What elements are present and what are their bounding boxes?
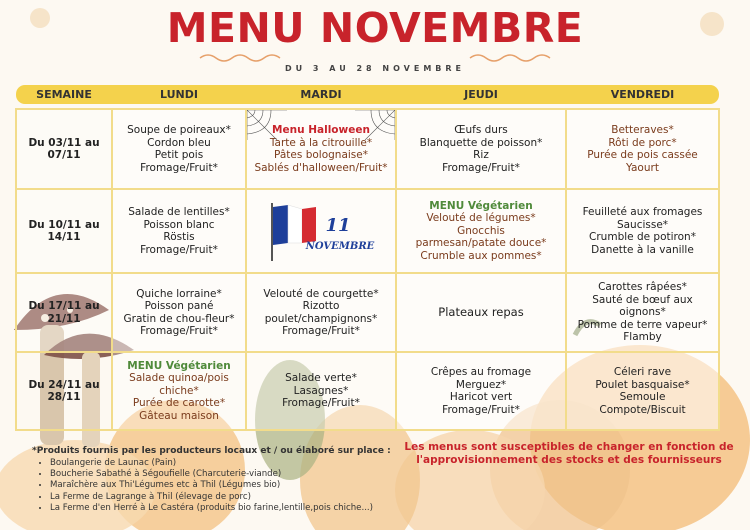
menu-item: oignons* xyxy=(619,306,666,319)
producers-list xyxy=(32,458,432,514)
menu-table xyxy=(15,85,720,431)
menu-cell-mardi xyxy=(246,352,396,430)
producers-footnote xyxy=(32,446,432,514)
column-header-semaine: SEMAINE xyxy=(16,85,112,104)
menu-item: Fromage/Fruit* xyxy=(282,325,360,337)
menu-item: Velouté de légumes* xyxy=(426,212,536,225)
menu-cell-mardi xyxy=(246,189,396,273)
table-row xyxy=(16,189,719,273)
menu-item: chiche* xyxy=(159,384,199,397)
flag-white-stripe xyxy=(288,205,302,243)
menu-item: Purée de carotte* xyxy=(132,397,226,410)
wave-ornament-right xyxy=(470,55,550,61)
menu-item: Plateaux repas xyxy=(438,305,524,320)
change-notice: Les menus sont susceptibles de changer en fonction de l'approvisionnement des stocks et des fournisseurs xyxy=(404,441,734,466)
menu-item: Fromage/Fruit* xyxy=(442,403,520,416)
menu-item: Céleri rave xyxy=(613,366,672,378)
table-row xyxy=(16,109,719,189)
menu-item: Carottes râpées* xyxy=(598,281,687,294)
menu-item: parmesan/patate douce* xyxy=(415,237,547,250)
menu-cell-mardi xyxy=(246,109,396,189)
footnote-title: *Produits fournis par les producteurs locaux et / ou élaboré sur place : xyxy=(32,446,391,456)
menu-item: Petit pois xyxy=(154,149,204,161)
menu-item: Gâteau maison xyxy=(139,409,219,422)
menu-item: Fromage/Fruit* xyxy=(140,161,218,174)
menu-item: Gnocchis xyxy=(457,224,505,237)
table-row xyxy=(16,273,719,352)
flag-red-stripe xyxy=(302,207,316,243)
menu-cell-mardi xyxy=(246,273,396,352)
menu-item: Riz xyxy=(473,149,489,161)
menu-item: Œufs durs xyxy=(454,124,508,136)
menu-item: Fromage/Fruit* xyxy=(140,243,218,256)
menu-cell-lundi xyxy=(112,109,246,189)
menu-cell-jeudi xyxy=(396,189,566,273)
week-label: Du 10/11 au 14/11 xyxy=(16,189,112,273)
menu-cell-vendredi xyxy=(566,352,719,430)
list-item: • Boulangerie de Launac (Pain) xyxy=(50,458,432,469)
menu-item: Pomme de terre vapeur* xyxy=(577,318,708,331)
list-item: • Maraîchère aux Thi'Légumes etc à Thil (Légumes bio) xyxy=(50,480,432,491)
menu-item: Feuilleté aux fromages xyxy=(582,206,703,218)
column-header-lundi: LUNDI xyxy=(112,85,246,104)
menu-item: Röstis xyxy=(163,231,195,243)
spiderweb-icon xyxy=(247,110,287,140)
armistice-illustration xyxy=(266,199,376,263)
menu-cell-jeudi xyxy=(396,273,566,352)
menu-heading-vegetarien: MENU Végétarien xyxy=(429,199,533,212)
menu-heading-halloween: Menu Halloween xyxy=(272,124,370,136)
menu-item: Fromage/Fruit* xyxy=(282,397,360,410)
week-label: Du 03/11 au 07/11 xyxy=(16,109,112,189)
menu-heading-vegetarien: MENU Végétarien xyxy=(127,359,231,372)
list-item: • Boucherie Sabathé à Ségoufielle (Charcuterie-viande) xyxy=(50,469,432,480)
page-subtitle: DU 3 AU 28 NOVEMBRE xyxy=(284,64,466,73)
column-header-jeudi: JEUDI xyxy=(396,85,566,104)
menu-item: Tarte à la citrouille* xyxy=(269,136,373,149)
menu-item: Gratin de chou-fleur* xyxy=(123,312,235,325)
menu-item: Poulet basquaise* xyxy=(595,378,690,391)
menu-item: Poisson blanc xyxy=(143,218,215,231)
menu-item: Crumble aux pommes* xyxy=(420,249,542,262)
menu-item: Rizotto xyxy=(302,300,340,312)
menu-item: Quiche lorraine* xyxy=(136,287,222,300)
flag-blue-stripe xyxy=(273,205,288,245)
week-label: Du 24/11 au 28/11 xyxy=(16,352,112,430)
menu-item: Fromage/Fruit* xyxy=(140,325,218,337)
menu-item: Haricot vert xyxy=(449,391,513,403)
menu-item: Saucisse* xyxy=(616,218,669,231)
menu-item: Soupe de poireaux* xyxy=(127,124,231,136)
menu-cell-jeudi xyxy=(396,109,566,189)
menu-item: Fromage/Fruit* xyxy=(442,161,520,174)
menu-cell-lundi xyxy=(112,352,246,430)
menu-item: Blanquette de poisson* xyxy=(419,136,543,149)
page-title: MENU NOVEMBRE xyxy=(166,4,584,52)
menu-item: Betteraves* xyxy=(611,124,674,136)
menu-cell-lundi xyxy=(112,273,246,352)
menu-item: Velouté de courgette* xyxy=(263,287,379,300)
menu-cell-jeudi xyxy=(396,352,566,430)
menu-item: Flamby xyxy=(623,331,662,344)
menu-item: Yaourt xyxy=(626,161,659,174)
column-header-mardi: MARDI xyxy=(246,85,396,104)
menu-item: Purée de pois cassée xyxy=(587,149,698,161)
date-month: NOVEMBRE xyxy=(305,241,375,252)
menu-item: Sauté de bœuf aux xyxy=(592,293,693,306)
menu-item: Cordon bleu xyxy=(147,136,211,149)
menu-cell-vendredi xyxy=(566,273,719,352)
menu-item: Danette à la vanille xyxy=(591,243,694,256)
menu-item: Salade de lentilles* xyxy=(128,206,230,218)
wave-ornament-left xyxy=(200,55,280,61)
menu-item: Merguez* xyxy=(455,378,507,391)
menu-item: Lasagnes* xyxy=(293,384,349,397)
menu-item: poulet/champignons* xyxy=(264,312,378,325)
list-item: • La Ferme d'en Herré à Le Castéra (produits bio farine,lentille,pois chiche...) xyxy=(50,503,432,514)
menu-item: Salade quinoa/pois xyxy=(129,372,229,385)
menu-item: Pâtes bolognaise* xyxy=(274,149,368,161)
menu-item: Crumble de potiron* xyxy=(589,231,696,243)
menu-item: Sablés d'halloween/Fruit* xyxy=(254,161,388,174)
spiderweb-icon xyxy=(355,110,395,140)
menu-cell-vendredi xyxy=(566,109,719,189)
date-number: 11 xyxy=(325,215,351,236)
menu-item: Semoule xyxy=(619,391,666,403)
column-header-vendredi: VENDREDI xyxy=(566,85,719,104)
menu-cell-lundi xyxy=(112,189,246,273)
menu-item: Compote/Biscuit xyxy=(599,403,686,416)
menu-item: Rôti de porc* xyxy=(608,136,677,149)
menu-item: Poisson pané xyxy=(144,300,214,312)
table-header-row xyxy=(16,85,719,104)
list-item: • La Ferme de Lagrange à Thil (élevage de porc) xyxy=(50,492,432,503)
week-label: Du 17/11 au 21/11 xyxy=(16,273,112,352)
menu-item: Crêpes au fromage xyxy=(430,366,532,378)
menu-cell-vendredi xyxy=(566,189,719,273)
menu-item: Salade verte* xyxy=(285,372,357,385)
table-row xyxy=(16,352,719,430)
